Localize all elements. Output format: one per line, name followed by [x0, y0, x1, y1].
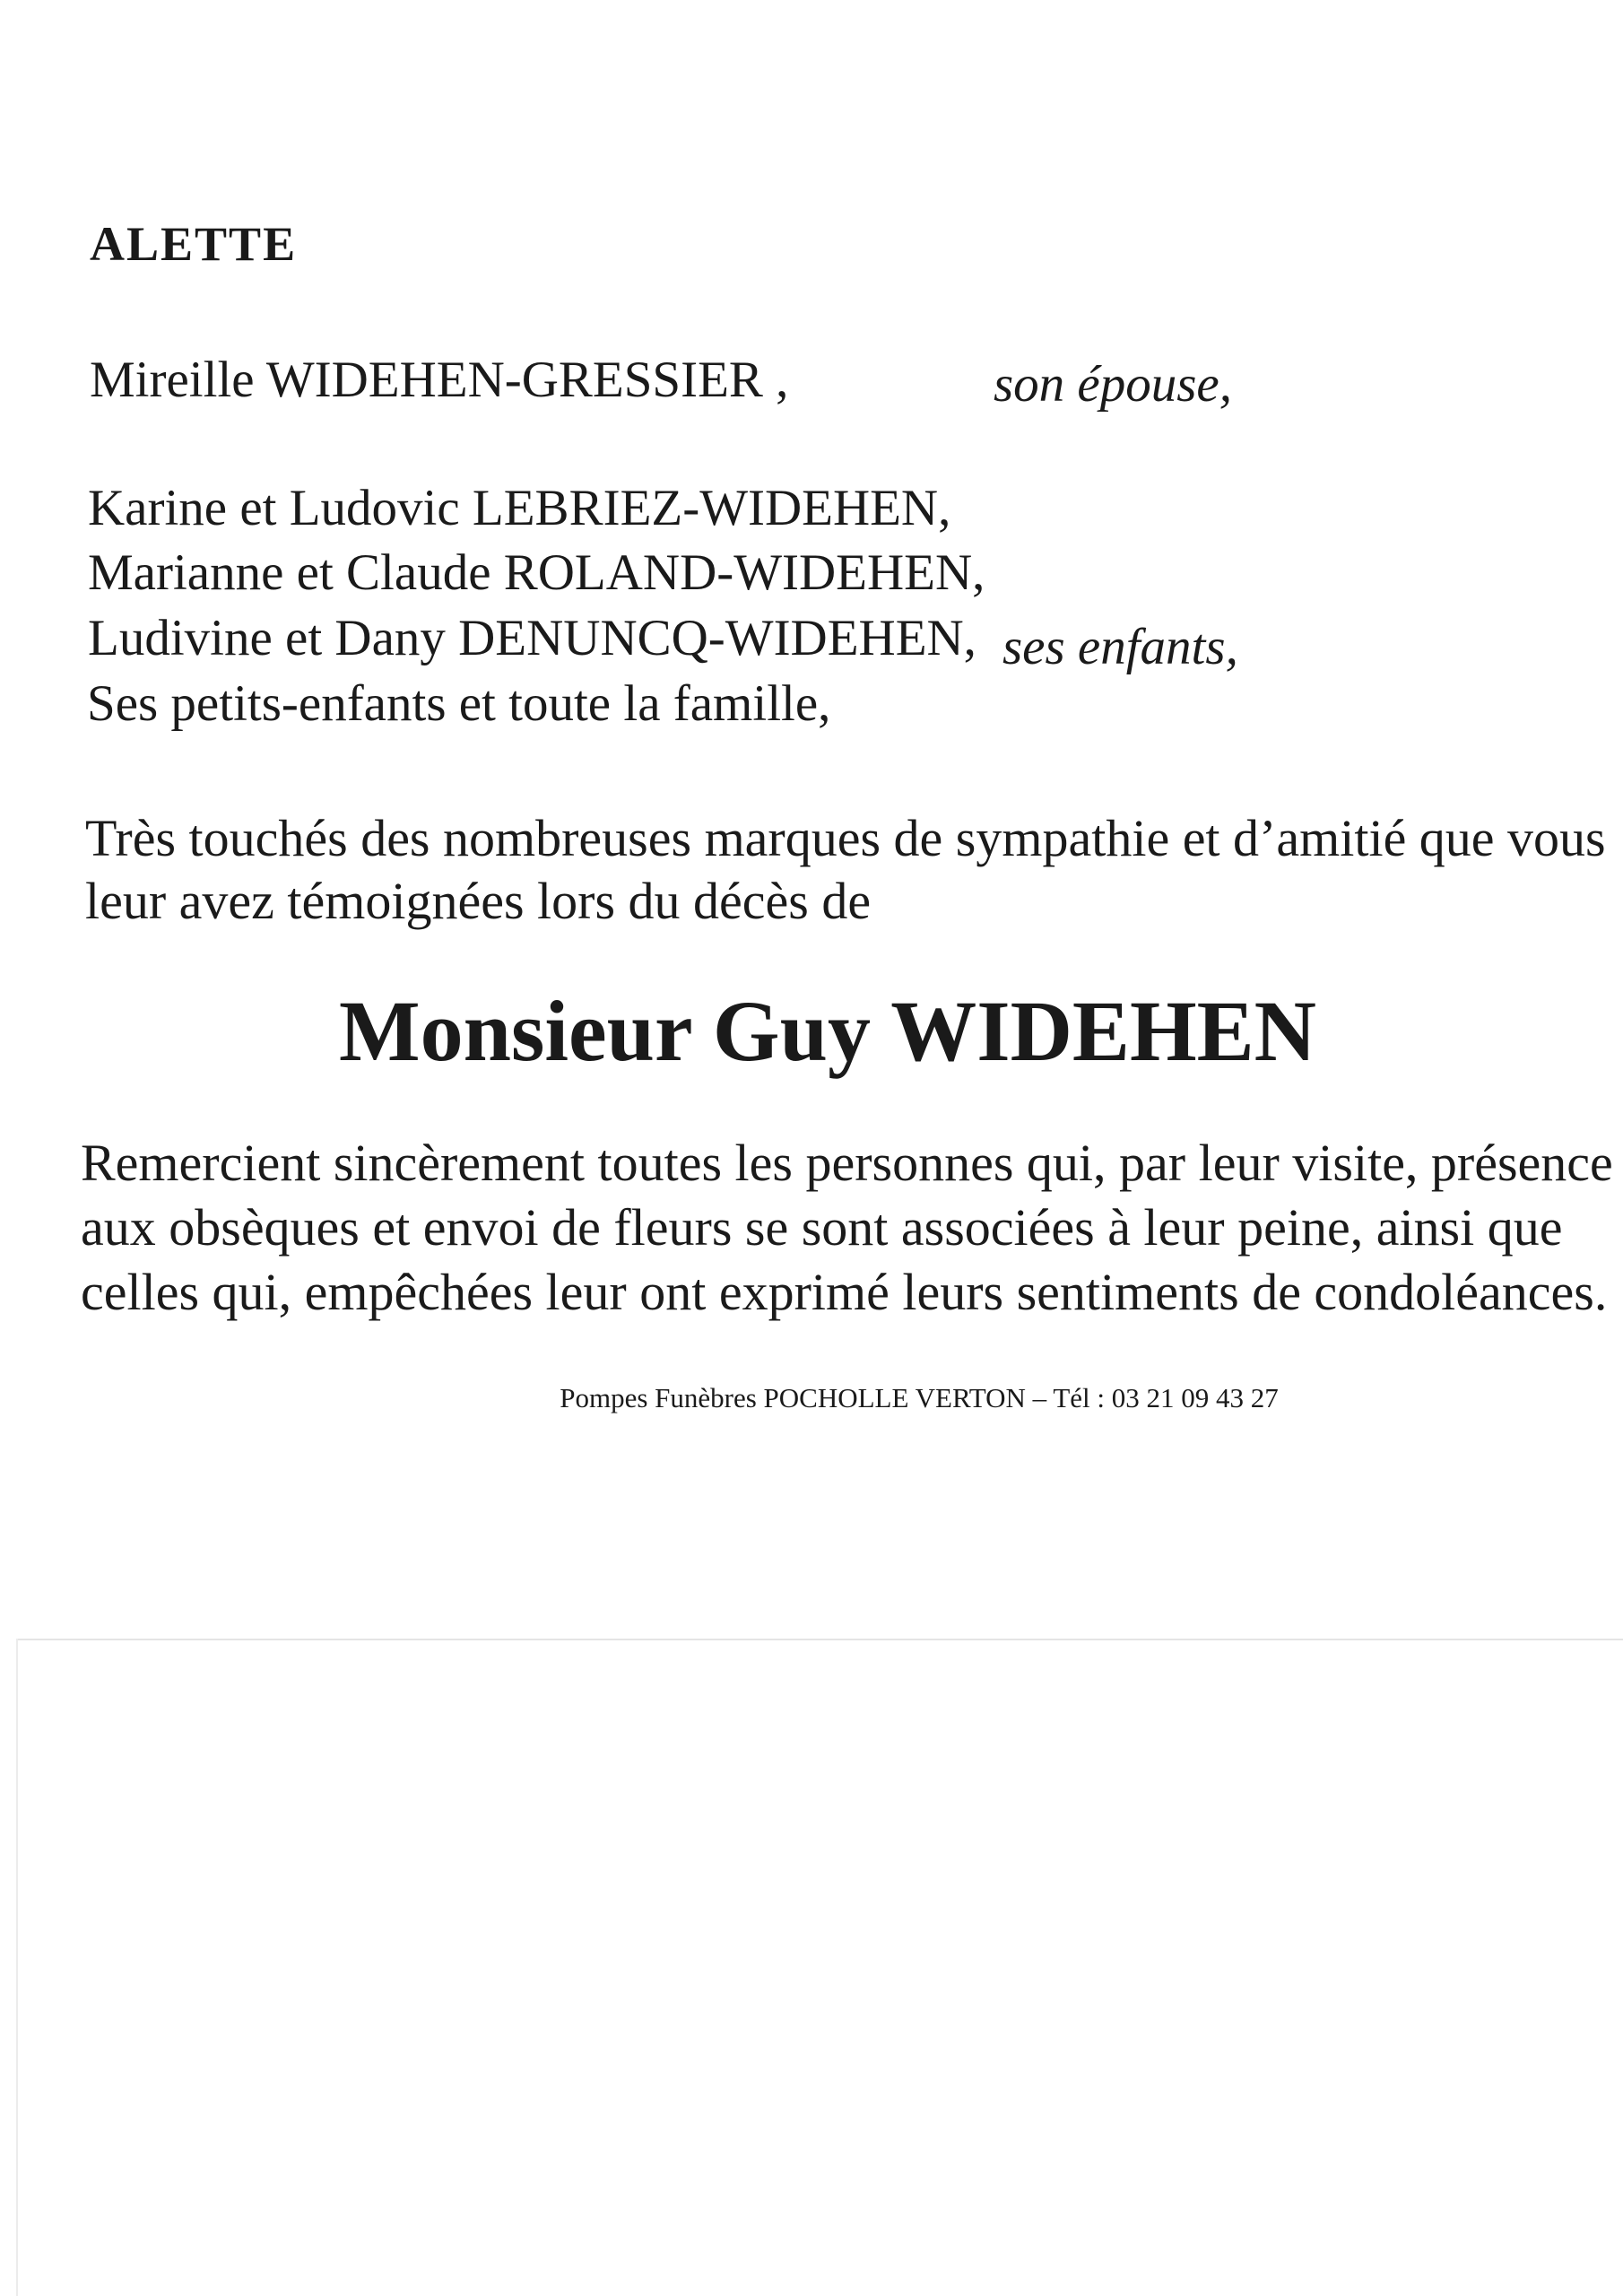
notice-heading: ALETTE: [90, 217, 298, 271]
extended-family: Ses petits-enfants et toute la famille,: [87, 675, 831, 732]
intro-line-1: Très touchés des nombreuses marques de sympathie et d’amitié que vous: [85, 809, 1606, 867]
intro-line-2: leur avez témoignées lors du décès de: [85, 872, 872, 930]
deceased-name: Monsieur Guy WIDEHEN: [339, 983, 1316, 1079]
children-role: ses enfants,: [1002, 619, 1238, 675]
spouse-name: Mireille WIDEHEN-GRESSIER ,: [90, 352, 789, 408]
child-family-1: Karine et Ludovic LEBRIEZ-WIDEHEN,: [88, 480, 951, 536]
child-family-2: Marianne et Claude ROLAND-WIDEHEN,: [88, 544, 985, 601]
thanks-line-1: Remercient sincèrement toutes les personnes qui, par leur visite, présence: [81, 1134, 1613, 1192]
funeral-home-footer: Pompes Funèbres POCHOLLE VERTON – Tél : 03 21 09 43 27: [560, 1382, 1279, 1413]
thanks-line-3: celles qui, empêchées leur ont exprimé leurs sentiments de condoléances.: [81, 1263, 1608, 1321]
spouse-role: son épouse,: [994, 356, 1232, 413]
thanks-line-2: aux obsèques et envoi de fleurs se sont associées à leur peine, ainsi que: [81, 1198, 1563, 1257]
paper-fold-edge: [16, 1639, 18, 2296]
paper-fold-line: [16, 1639, 1623, 1640]
child-family-3: Ludivine et Dany DENUNCQ-WIDEHEN,: [88, 610, 976, 666]
